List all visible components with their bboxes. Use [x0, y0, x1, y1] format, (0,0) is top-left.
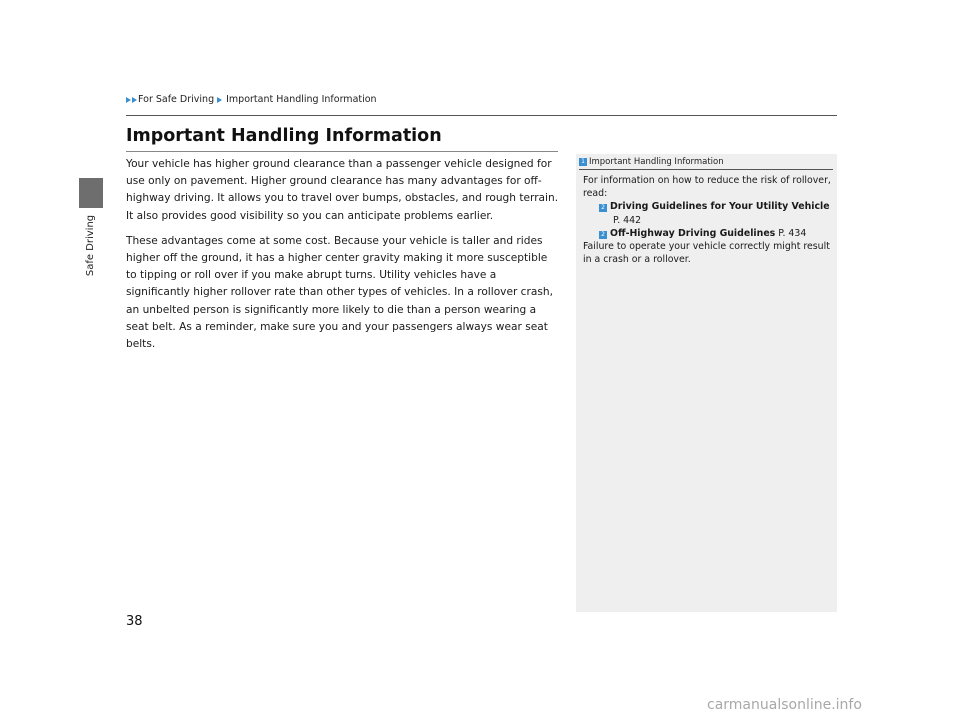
breadcrumb-arrow-icon — [217, 97, 222, 103]
sidebar-intro: For information on how to reduce the risk of rollover, read: — [583, 175, 831, 200]
breadcrumb-item-handling[interactable]: Important Handling Information — [226, 94, 377, 105]
breadcrumb-arrow-icon — [126, 97, 131, 103]
page-number: 38 — [126, 614, 143, 629]
reference-arrow-icon: 2 — [599, 204, 607, 212]
reference-title[interactable]: Driving Guidelines for Your Utility Vehicle — [610, 201, 830, 213]
sidebar-note: Failure to operate your vehicle correctly might result in a crash or a rollover. — [583, 241, 830, 266]
watermark: carmanualsonline.info — [707, 697, 862, 713]
header-divider — [126, 115, 837, 116]
breadcrumb-arrow-icon — [132, 97, 137, 103]
section-tab-marker — [79, 178, 103, 208]
reference-page[interactable]: P. 442 — [613, 214, 642, 226]
cross-reference-link[interactable] — [583, 200, 833, 213]
reference-arrow-icon: 2 — [599, 231, 607, 239]
section-side-label: Safe Driving — [85, 214, 97, 276]
sidebar-heading-divider — [579, 169, 833, 170]
sidebar-notes-panel — [576, 154, 837, 612]
sidebar-heading: 1 Important Handling Information — [579, 157, 834, 167]
breadcrumb — [126, 94, 377, 105]
page-title: Important Handling Information — [126, 126, 442, 146]
body-paragraph: These advantages come at some cost. Because your vehicle is taller and rides higher off the ground, it has a higher center gravity making it more susceptible to tipping or roll over if you make abrupt turns. Utility vehicles have a significantly higher rollover rate than other types of vehicles. In a rollover crash, an unbelted person is significantly more likely to die than a person wearing a seat belt. As a reminder, make sure you and your passengers always wear seat belts. — [126, 234, 553, 351]
reference-page[interactable]: P. 434 — [778, 227, 807, 239]
note-marker-icon: 1 — [579, 158, 587, 166]
cross-reference-link[interactable] — [583, 227, 833, 240]
body-paragraph: Your vehicle has higher ground clearance than a passenger vehicle designed for use only on pavement. Higher ground clearance has many advantages for off-highway driving. It allows you to travel over bumps, obstacles, and rough terrain. It also provides good visibility so you can anticipate problems earlier. — [126, 158, 559, 222]
reference-title[interactable]: Off-Highway Driving Guidelines — [610, 227, 776, 239]
breadcrumb-item-for-safe-driving[interactable]: For Safe Driving — [138, 94, 215, 105]
sidebar-body — [583, 174, 833, 266]
main-body — [126, 156, 560, 361]
title-divider — [126, 151, 558, 152]
